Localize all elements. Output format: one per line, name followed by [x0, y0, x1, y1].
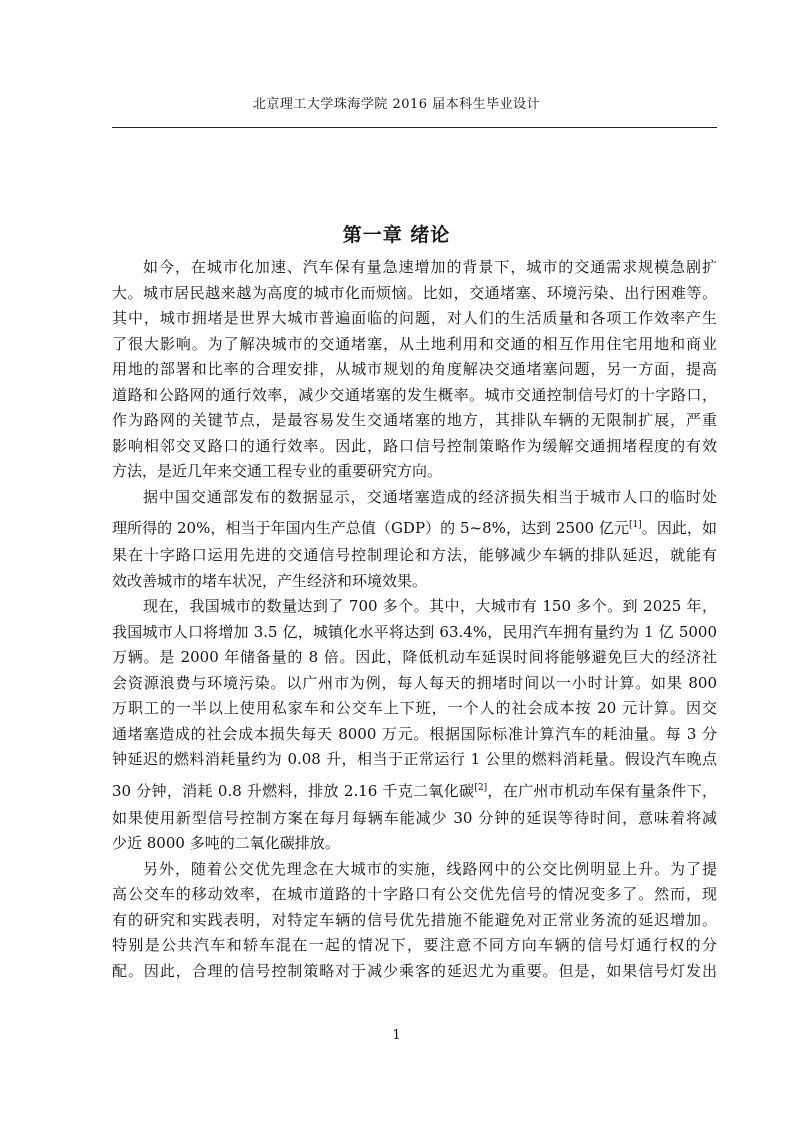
text-line: 据中国交通部发布的数据显示，交通堵塞造成的经济损失相当于城市人口的临时处: [143, 487, 717, 506]
header-divider: [112, 127, 717, 128]
text-line-with-citation: [112, 510, 717, 543]
text-line: 效改善城市的堵车状况，产生经济和环境效果。: [112, 571, 428, 590]
citation-ref: [1]: [629, 520, 642, 530]
text-line: 钟延迟的燃料消耗量约为 0.08 升，相当于正常运行 1 公里的燃料消耗量。假设汽车晚点: [112, 750, 717, 768]
text-line: 如果使用新型信号控制方案在每月每辆车能减少 30 分钟的延误等待时间，意味着将减: [112, 808, 717, 827]
text-line: 了很大影响。为了解决城市的交通堵塞，从土地利用和交通的相互作用住宅用地和商业: [112, 334, 717, 353]
text-line: 现在，我国城市的数量达到了 700 多个。其中，大城市有 150 多个。到 2025 年，: [143, 597, 717, 615]
text-line: 有的研究和实践表明，对特定车辆的信号优先措施不能避免对正常业务流的延迟增加。: [112, 910, 717, 929]
text-line: 影响相邻交叉路口的通行效率。因此，路口信号控制策略作为缓解交通拥堵程度的有效: [112, 436, 717, 455]
text-segment: ，在广州市机动车保有量条件下，: [487, 781, 717, 800]
text-line: 万辆。是 2000 年储备量的 8 倍。因此，降低机动车延误时间将能够避免巨大的经济社: [112, 648, 717, 666]
paragraph-2: [112, 485, 717, 595]
chapter-title: 第一章 绪论: [342, 224, 451, 246]
text-segment: 30 分钟，消耗 0.8 升燃料，排放 2.16 千克二氧化碳: [112, 781, 475, 800]
body-text: [112, 255, 717, 984]
paragraph-3: [112, 594, 717, 857]
text-segment: 理所得的 20%，相当于年国内生产总值（GDP）的 5~8%，达到 2500 亿元: [112, 519, 629, 537]
text-line: 通堵塞造成的社会成本损失每天 8000 万元。根据国际标准计算汽车的耗油量。每 3 分: [112, 724, 717, 743]
text-line: 另外，随着公交优先理念在大城市的实施，线路网中的公交比例明显上升。为了提: [143, 859, 717, 878]
text-segment: 。因此，如: [641, 519, 717, 537]
text-line: 方法，是近几年来交通工程专业的重要研究方向。: [112, 462, 443, 480]
text-line: 道路和公路网的通行效率，减少交通堵塞的发生概率。城市交通控制信号灯的十字路口，: [112, 385, 717, 404]
citation-ref: [2]: [474, 782, 488, 793]
text-line: 少近 8000 多吨的二氧化碳排放。: [112, 834, 340, 852]
text-line: 万职工的一半以上使用私家车和公交车上下班，一个人的社会成本按 20 元计算。因交: [112, 699, 717, 717]
text-line: 我国城市人口将增加 3.5 亿，城镇化水平将达到 63.4%，民用汽车拥有量约为 1 亿 5000: [112, 622, 717, 641]
text-line: 大。城市居民越来越为高度的城市化而烦恼。比如，交通堵塞、环境污染、出行困难等。: [112, 283, 717, 302]
text-line: 高公交车的移动效率，在城市道路的十字路口有公交优先信号的情况变多了。然而，现: [112, 885, 717, 903]
text-line: 配。因此，合理的信号控制策略对于减少乘客的延迟尤为重要。但是，如果信号灯发出: [112, 961, 717, 980]
text-line: 作为路网的关键节点，是最容易发生交通堵塞的地方，其排队车辆的无限制扩展，严重: [112, 411, 717, 429]
page-number: 1: [392, 1028, 401, 1043]
text-line: 果在十字路口运用先进的交通信号控制理论和方法，能够减少车辆的排队延迟，就能有: [112, 546, 717, 564]
text-line: 其中，城市拥堵是世界大城市普遍面临的问题，对人们的生活质量和各项工作效率产生: [112, 309, 717, 327]
text-line-with-citation: [112, 773, 717, 806]
text-line: 会资源浪费与环境污染。以广州市为例，每人每天的拥堵时间以一小时计算。如果 800: [112, 673, 717, 692]
paragraph-1: [112, 255, 717, 485]
text-line: 特别是公共汽车和轿车混在一起的情况下，要注意不同方向车辆的信号灯通行权的分: [112, 936, 717, 954]
text-line: 用地的部署和比率的合理安排，从城市规划的角度解决交通堵塞问题，另一方面，提高: [112, 360, 717, 378]
running-header: 北京理工大学珠海学院 2016 届本科生毕业设计: [252, 97, 541, 112]
text-line: 如今，在城市化加速、汽车保有量急速增加的背景下，城市的交通需求规模急剧扩: [143, 258, 717, 276]
paragraph-4: [112, 857, 717, 985]
